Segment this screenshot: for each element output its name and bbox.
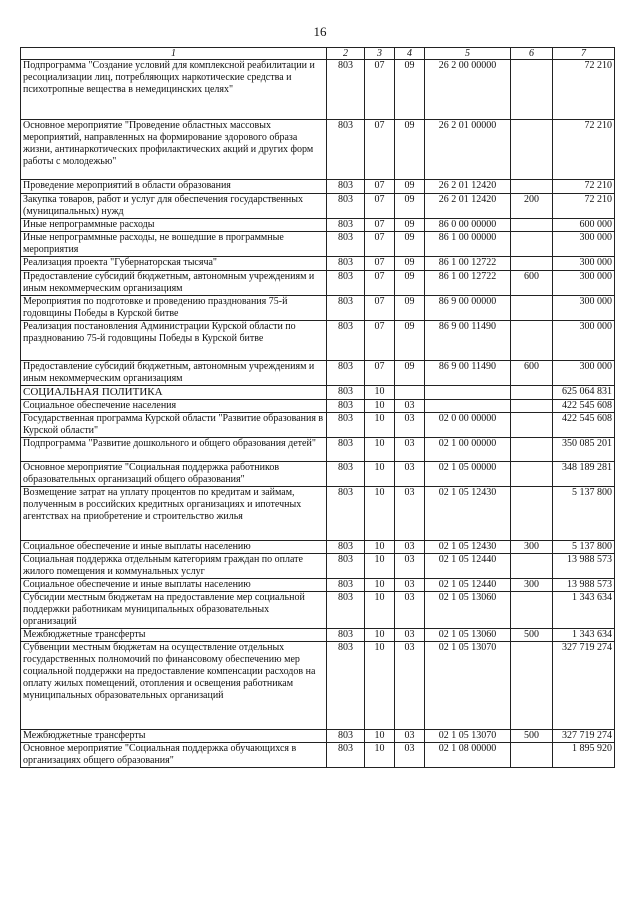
- cell-rz: 07: [365, 232, 395, 257]
- cell-pr: 03: [395, 400, 425, 413]
- cell-pr: 03: [395, 743, 425, 768]
- cell-ved: 803: [327, 194, 365, 219]
- cell-ved: 803: [327, 413, 365, 438]
- cell-pr: 09: [395, 321, 425, 361]
- cell-csr: 02 1 05 13070: [425, 730, 511, 743]
- cell-rz: 10: [365, 386, 395, 400]
- cell-sum: 625 064 831: [553, 386, 615, 400]
- table-header-row: [21, 48, 615, 60]
- cell-csr: 86 9 00 11490: [425, 361, 511, 386]
- cell-ved: 803: [327, 219, 365, 232]
- table-row: [21, 730, 615, 743]
- table-row: [21, 642, 615, 730]
- cell-ved: 803: [327, 579, 365, 592]
- cell-rz: 07: [365, 120, 395, 180]
- cell-sum: 300 000: [553, 321, 615, 361]
- cell-sum: 422 545 608: [553, 413, 615, 438]
- cell-csr: 26 2 01 12420: [425, 180, 511, 194]
- cell-pr: 03: [395, 462, 425, 487]
- cell-rz: 10: [365, 462, 395, 487]
- cell-pr: 03: [395, 730, 425, 743]
- cell-csr: [425, 386, 511, 400]
- cell-name: Социальное обеспечение населения: [21, 400, 327, 413]
- cell-sum: 13 988 573: [553, 554, 615, 579]
- cell-pr: 03: [395, 487, 425, 541]
- cell-rz: 10: [365, 413, 395, 438]
- cell-sum: 300 000: [553, 257, 615, 271]
- cell-vr: [511, 487, 553, 541]
- cell-sum: 300 000: [553, 296, 615, 321]
- cell-pr: 03: [395, 413, 425, 438]
- cell-ved: 803: [327, 386, 365, 400]
- table-row: [21, 554, 615, 579]
- table-row: [21, 194, 615, 219]
- table-row: [21, 296, 615, 321]
- column-header: 3: [365, 48, 395, 60]
- cell-pr: 09: [395, 296, 425, 321]
- cell-sum: 13 988 573: [553, 579, 615, 592]
- table-row: [21, 743, 615, 768]
- cell-vr: [511, 400, 553, 413]
- cell-vr: [511, 462, 553, 487]
- cell-name: Закупка товаров, работ и услуг для обеспечения государственных (муниципальных) нужд: [21, 194, 327, 219]
- table-row: [21, 592, 615, 629]
- cell-pr: 09: [395, 257, 425, 271]
- cell-rz: 07: [365, 60, 395, 120]
- table-row: [21, 579, 615, 592]
- cell-ved: 803: [327, 541, 365, 554]
- cell-rz: 10: [365, 592, 395, 629]
- cell-pr: 09: [395, 361, 425, 386]
- cell-pr: 09: [395, 180, 425, 194]
- cell-rz: 10: [365, 541, 395, 554]
- cell-ved: 803: [327, 438, 365, 462]
- cell-sum: 1 895 920: [553, 743, 615, 768]
- cell-pr: 03: [395, 642, 425, 730]
- cell-sum: 350 085 201: [553, 438, 615, 462]
- cell-name: Основное мероприятие "Проведение областных массовых мероприятий, направленных на формирование здорового образа жизни, антинаркотических профилактических акций и других форм работы с молодежью": [21, 120, 327, 180]
- cell-ved: 803: [327, 60, 365, 120]
- cell-sum: 300 000: [553, 361, 615, 386]
- table-row: [21, 541, 615, 554]
- cell-vr: [511, 257, 553, 271]
- cell-rz: 10: [365, 730, 395, 743]
- cell-pr: 03: [395, 541, 425, 554]
- cell-name: Социальное обеспечение и иные выплаты населению: [21, 579, 327, 592]
- cell-csr: 86 9 00 00000: [425, 296, 511, 321]
- cell-vr: 200: [511, 194, 553, 219]
- cell-ved: 803: [327, 642, 365, 730]
- cell-csr: 02 1 05 12430: [425, 541, 511, 554]
- cell-sum: 5 137 800: [553, 541, 615, 554]
- cell-name: Иные непрограммные расходы, не вошедшие в программные мероприятия: [21, 232, 327, 257]
- column-header: 6: [511, 48, 553, 60]
- table-row: [21, 413, 615, 438]
- cell-ved: 803: [327, 271, 365, 296]
- cell-name: Субвенции местным бюджетам на осуществление отдельных государственных полномочий по финансовому обеспечению мер социальной поддержки на предоставление компенсации расходов на оплату жилых помещений, отопления и освещения работникам муниципальных образовательных организаций: [21, 642, 327, 730]
- cell-name: СОЦИАЛЬНАЯ ПОЛИТИКА: [21, 386, 327, 400]
- cell-csr: 26 2 00 00000: [425, 60, 511, 120]
- cell-vr: [511, 592, 553, 629]
- cell-csr: 02 1 00 00000: [425, 438, 511, 462]
- cell-name: Основное мероприятие "Социальная поддержка обучающихся в организациях общего образования": [21, 743, 327, 768]
- cell-ved: 803: [327, 743, 365, 768]
- cell-vr: 500: [511, 730, 553, 743]
- cell-vr: [511, 232, 553, 257]
- table-row: [21, 400, 615, 413]
- table-row: [21, 361, 615, 386]
- cell-name: Возмещение затрат на уплату процентов по кредитам и займам, полученным в российских кредитных организациях и ипотечных агентствах на приобретение и строительство жилья: [21, 487, 327, 541]
- cell-vr: [511, 743, 553, 768]
- cell-rz: 07: [365, 219, 395, 232]
- cell-rz: 10: [365, 554, 395, 579]
- cell-name: Социальная поддержка отдельным категориям граждан по оплате жилого помещения и коммунальных услуг: [21, 554, 327, 579]
- table-row: [21, 60, 615, 120]
- column-header: 7: [553, 48, 615, 60]
- cell-name: Предоставление субсидий бюджетным, автономным учреждениям и иным некоммерческим организациям: [21, 271, 327, 296]
- cell-ved: 803: [327, 554, 365, 579]
- cell-csr: [425, 400, 511, 413]
- cell-ved: 803: [327, 629, 365, 642]
- cell-sum: 72 210: [553, 180, 615, 194]
- cell-sum: 327 719 274: [553, 730, 615, 743]
- cell-sum: 72 210: [553, 60, 615, 120]
- cell-pr: 09: [395, 271, 425, 296]
- cell-rz: 07: [365, 194, 395, 219]
- cell-ved: 803: [327, 296, 365, 321]
- cell-ved: 803: [327, 400, 365, 413]
- cell-vr: [511, 60, 553, 120]
- cell-ved: 803: [327, 321, 365, 361]
- cell-pr: 09: [395, 60, 425, 120]
- cell-vr: 300: [511, 541, 553, 554]
- cell-name: Государственная программа Курской области "Развитие образования в Курской области": [21, 413, 327, 438]
- table-row: [21, 487, 615, 541]
- cell-vr: [511, 321, 553, 361]
- cell-rz: 10: [365, 400, 395, 413]
- cell-name: Подпрограмма "Создание условий для комплексной реабилитации и ресоциализации лиц, потребляющих наркотические средства и психотропные вещества в немедицинских целях": [21, 60, 327, 120]
- cell-pr: 03: [395, 629, 425, 642]
- cell-ved: 803: [327, 120, 365, 180]
- cell-csr: 02 1 05 12440: [425, 579, 511, 592]
- cell-ved: 803: [327, 487, 365, 541]
- cell-csr: 02 1 05 13060: [425, 592, 511, 629]
- column-header: 4: [395, 48, 425, 60]
- cell-ved: 803: [327, 257, 365, 271]
- cell-rz: 10: [365, 629, 395, 642]
- cell-ved: 803: [327, 232, 365, 257]
- cell-sum: 72 210: [553, 120, 615, 180]
- cell-sum: 300 000: [553, 232, 615, 257]
- cell-pr: 03: [395, 438, 425, 462]
- cell-csr: 02 1 05 00000: [425, 462, 511, 487]
- cell-csr: 02 1 05 13060: [425, 629, 511, 642]
- cell-name: Субсидии местным бюджетам на предоставление мер социальной поддержки работникам муниципальных образовательных организаций: [21, 592, 327, 629]
- cell-vr: [511, 296, 553, 321]
- cell-name: Иные непрограммные расходы: [21, 219, 327, 232]
- cell-csr: 86 1 00 12722: [425, 271, 511, 296]
- cell-name: Реализация постановления Администрации Курской области по празднованию 75-й годовщины Победы в Курской битве: [21, 321, 327, 361]
- cell-sum: 1 343 634: [553, 592, 615, 629]
- cell-csr: 26 2 01 12420: [425, 194, 511, 219]
- cell-rz: 07: [365, 271, 395, 296]
- cell-ved: 803: [327, 462, 365, 487]
- cell-rz: 07: [365, 321, 395, 361]
- cell-vr: [511, 438, 553, 462]
- cell-pr: 09: [395, 232, 425, 257]
- cell-vr: [511, 180, 553, 194]
- cell-vr: 600: [511, 361, 553, 386]
- table-row: [21, 386, 615, 400]
- cell-csr: 86 1 00 12722: [425, 257, 511, 271]
- table-row: [21, 462, 615, 487]
- cell-ved: 803: [327, 180, 365, 194]
- cell-name: Реализация проекта "Губернаторская тысяча": [21, 257, 327, 271]
- cell-name: Социальное обеспечение и иные выплаты населению: [21, 541, 327, 554]
- cell-name: Межбюджетные трансферты: [21, 730, 327, 743]
- column-header: 2: [327, 48, 365, 60]
- cell-rz: 07: [365, 361, 395, 386]
- cell-pr: 09: [395, 120, 425, 180]
- cell-csr: 02 1 05 13070: [425, 642, 511, 730]
- cell-vr: [511, 413, 553, 438]
- cell-csr: 02 1 05 12430: [425, 487, 511, 541]
- cell-csr: 86 1 00 00000: [425, 232, 511, 257]
- cell-csr: 86 9 00 11490: [425, 321, 511, 361]
- cell-rz: 10: [365, 642, 395, 730]
- cell-pr: 03: [395, 554, 425, 579]
- cell-csr: 02 0 00 00000: [425, 413, 511, 438]
- cell-pr: 03: [395, 579, 425, 592]
- cell-ved: 803: [327, 361, 365, 386]
- cell-vr: 500: [511, 629, 553, 642]
- cell-vr: [511, 554, 553, 579]
- cell-csr: 02 1 05 12440: [425, 554, 511, 579]
- cell-rz: 10: [365, 438, 395, 462]
- budget-table: [20, 47, 615, 768]
- cell-pr: 03: [395, 592, 425, 629]
- table-row: [21, 438, 615, 462]
- cell-sum: 422 545 608: [553, 400, 615, 413]
- page-number: 16: [313, 24, 327, 39]
- cell-csr: 02 1 08 00000: [425, 743, 511, 768]
- cell-name: Предоставление субсидий бюджетным, автономным учреждениям и иным некоммерческим организациям: [21, 361, 327, 386]
- table-row: [21, 180, 615, 194]
- cell-vr: [511, 219, 553, 232]
- table-row: [21, 257, 615, 271]
- cell-rz: 10: [365, 487, 395, 541]
- table-row: [21, 271, 615, 296]
- cell-name: Проведение мероприятий в области образования: [21, 180, 327, 194]
- cell-pr: [395, 386, 425, 400]
- table-row: [21, 629, 615, 642]
- cell-rz: 07: [365, 296, 395, 321]
- cell-vr: [511, 642, 553, 730]
- cell-vr: [511, 386, 553, 400]
- cell-rz: 10: [365, 743, 395, 768]
- column-header: 5: [425, 48, 511, 60]
- cell-ved: 803: [327, 730, 365, 743]
- cell-sum: 600 000: [553, 219, 615, 232]
- column-header: 1: [21, 48, 327, 60]
- cell-pr: 09: [395, 219, 425, 232]
- cell-csr: 86 0 00 00000: [425, 219, 511, 232]
- cell-vr: 600: [511, 271, 553, 296]
- cell-rz: 07: [365, 180, 395, 194]
- cell-name: Подпрограмма "Развитие дошкольного и общего образования детей": [21, 438, 327, 462]
- cell-sum: 1 343 634: [553, 629, 615, 642]
- cell-sum: 327 719 274: [553, 642, 615, 730]
- cell-rz: 07: [365, 257, 395, 271]
- table-row: [21, 120, 615, 180]
- cell-name: Мероприятия по подготовке и проведению празднования 75-й годовщины Победы в Курской битве: [21, 296, 327, 321]
- table-row: [21, 321, 615, 361]
- cell-vr: 300: [511, 579, 553, 592]
- cell-name: Межбюджетные трансферты: [21, 629, 327, 642]
- cell-sum: 5 137 800: [553, 487, 615, 541]
- cell-pr: 09: [395, 194, 425, 219]
- cell-ved: 803: [327, 592, 365, 629]
- cell-sum: 348 189 281: [553, 462, 615, 487]
- table-row: [21, 232, 615, 257]
- cell-sum: 300 000: [553, 271, 615, 296]
- cell-rz: 10: [365, 579, 395, 592]
- cell-csr: 26 2 01 00000: [425, 120, 511, 180]
- cell-vr: [511, 120, 553, 180]
- cell-name: Основное мероприятие "Социальная поддержка работников образовательных организаций общего образования": [21, 462, 327, 487]
- cell-sum: 72 210: [553, 194, 615, 219]
- table-row: [21, 219, 615, 232]
